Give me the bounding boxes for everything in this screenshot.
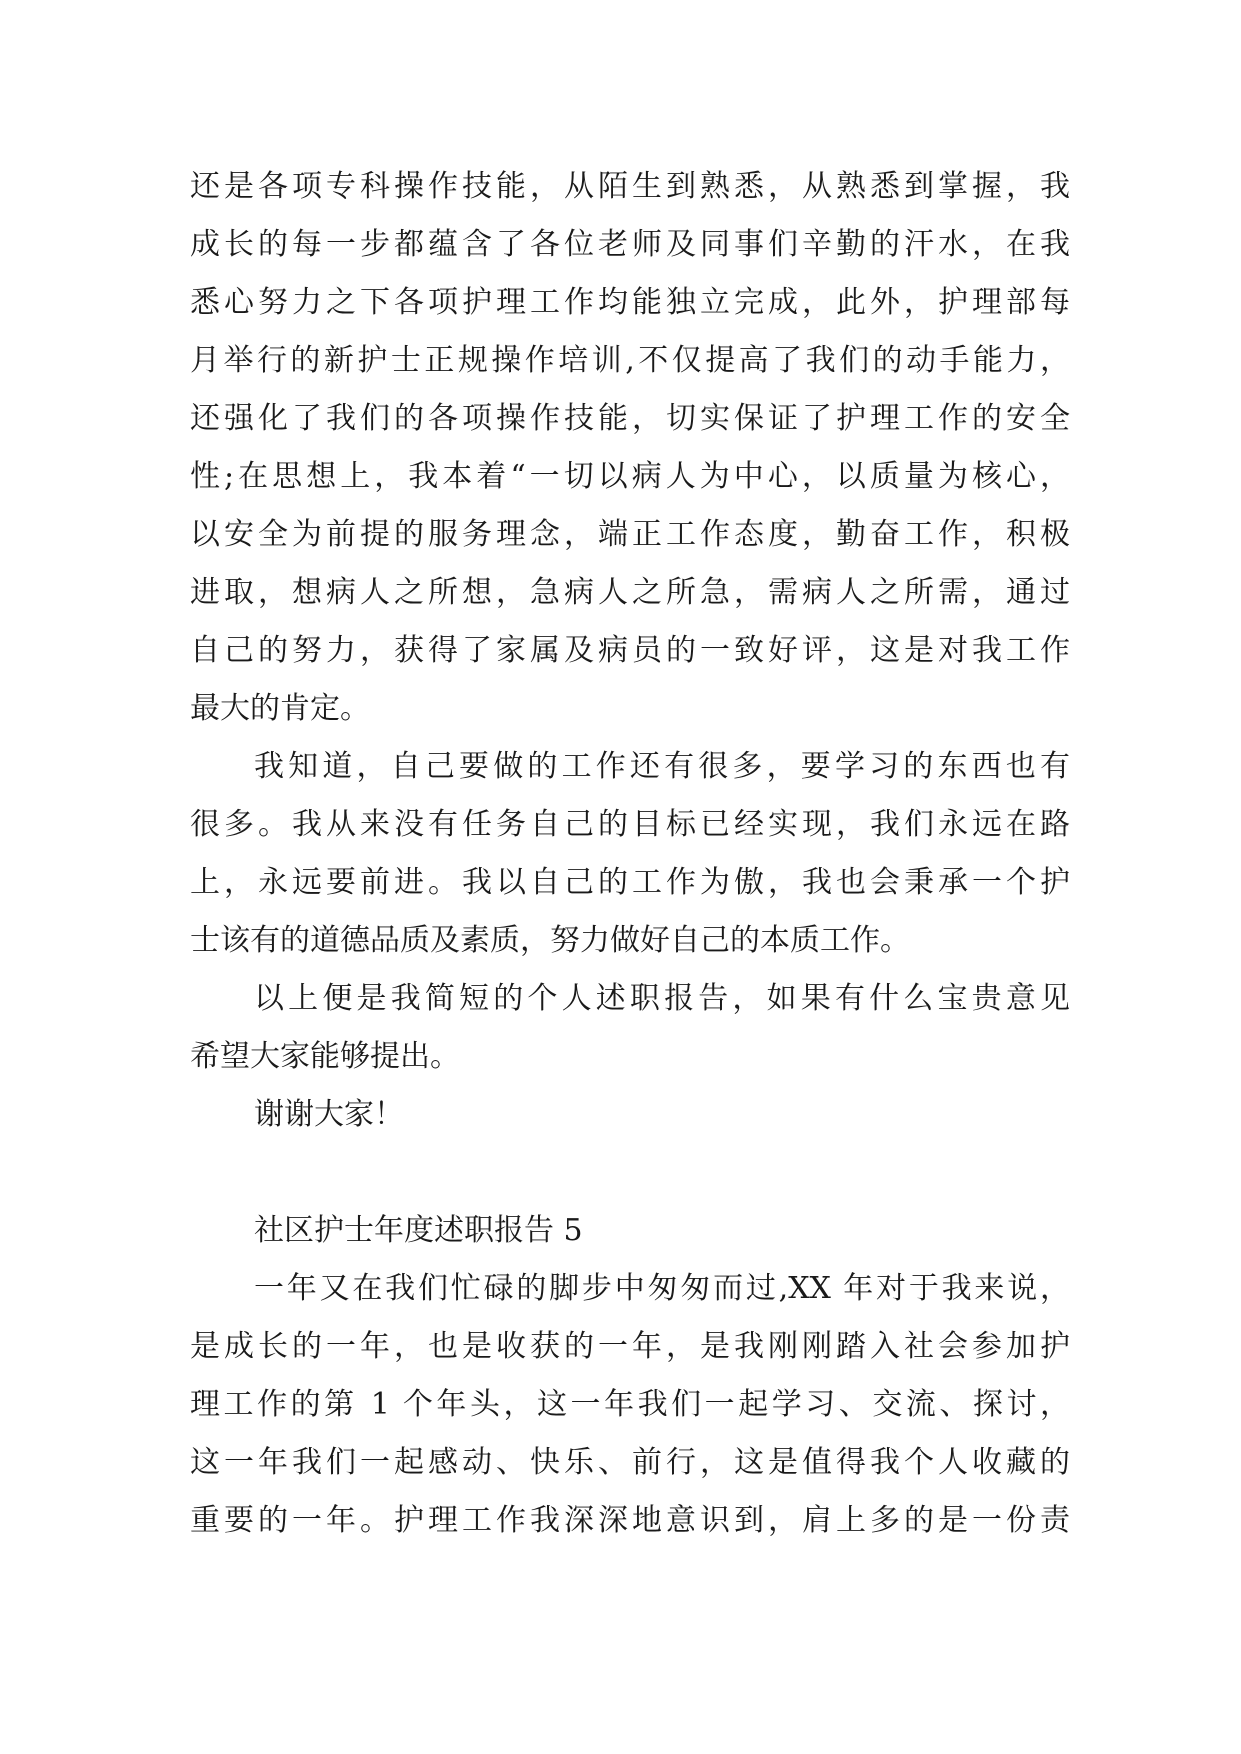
text-line: 进取，想病人之所想，急病人之所急，需病人之所需，通过 bbox=[190, 575, 1070, 610]
text-line: 我知道，自己要做的工作还有很多，要学习的东西也有 bbox=[254, 749, 1070, 784]
text-line: 希望大家能够提出。 bbox=[190, 1039, 460, 1074]
closing-line: 谢谢大家！ bbox=[254, 1097, 404, 1132]
text-line: 理工作的第 1 个年头，这一年我们一起学习、交流、探讨， bbox=[190, 1387, 1070, 1422]
paragraph bbox=[190, 970, 1070, 1086]
text-line: 士该有的道德品质及素质，努力做好自己的本质工作。 bbox=[190, 923, 910, 958]
text-line: 还是各项专科操作技能，从陌生到熟悉，从熟悉到掌握，我 bbox=[190, 169, 1070, 204]
text-line: 月举行的新护士正规操作培训,不仅提高了我们的动手能力， bbox=[190, 343, 1070, 378]
document-body bbox=[190, 158, 1070, 1550]
text-line: 自己的努力，获得了家属及病员的一致好评，这是对我工作 bbox=[190, 633, 1070, 668]
section-title: 社区护士年度述职报告 5 bbox=[254, 1213, 583, 1248]
text-line: 成长的每一步都蕴含了各位老师及同事们辛勤的汗水，在我 bbox=[190, 227, 1070, 262]
paragraph bbox=[190, 1260, 1070, 1550]
paragraph bbox=[190, 738, 1070, 970]
blank-line bbox=[190, 1144, 1070, 1202]
text-line: 悉心努力之下各项护理工作均能独立完成，此外，护理部每 bbox=[190, 285, 1070, 320]
text-line: 最大的肯定。 bbox=[190, 691, 370, 726]
text-line: 重要的一年。护理工作我深深地意识到，肩上多的是一份责 bbox=[190, 1503, 1070, 1538]
text-line: 这一年我们一起感动、快乐、前行，这是值得我个人收藏的 bbox=[190, 1445, 1070, 1480]
text-line: 以安全为前提的服务理念，端正工作态度，勤奋工作，积极 bbox=[190, 517, 1070, 552]
text-line: 一年又在我们忙碌的脚步中匆匆而过,XX 年对于我来说， bbox=[254, 1271, 1070, 1306]
text-line: 还强化了我们的各项操作技能，切实保证了护理工作的安全 bbox=[190, 401, 1070, 436]
paragraph bbox=[190, 158, 1070, 738]
text-line: 性;在思想上，我本着“一切以病人为中心，以质量为核心， bbox=[190, 459, 1070, 494]
text-line: 是成长的一年，也是收获的一年，是我刚刚踏入社会参加护 bbox=[190, 1329, 1070, 1364]
text-line: 很多。我从来没有任务自己的目标已经实现，我们永远在路 bbox=[190, 807, 1070, 842]
text-line: 以上便是我简短的个人述职报告，如果有什么宝贵意见 bbox=[254, 981, 1070, 1016]
text-line: 上，永远要前进。我以自己的工作为傲，我也会秉承一个护 bbox=[190, 865, 1070, 900]
